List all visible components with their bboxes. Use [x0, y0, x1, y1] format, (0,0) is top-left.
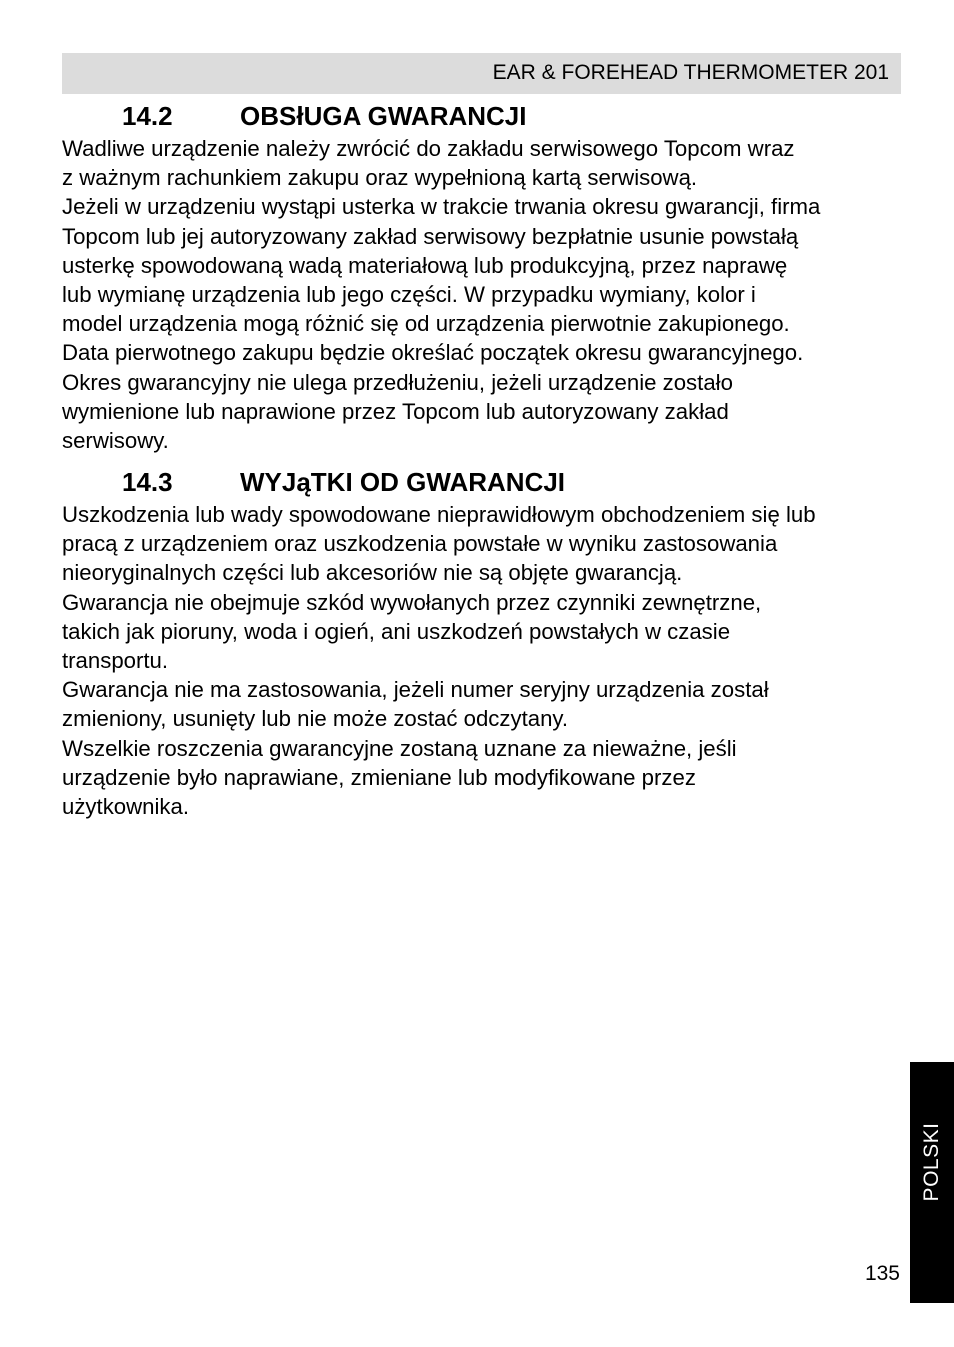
paragraph-line: takich jak pioruny, woda i ogień, ani uszkodzeń powstałych w czasie — [62, 618, 731, 644]
paragraph-line: lub wymianę urządzenia lub jego części. W przypadku wymiany, kolor i — [62, 281, 756, 307]
language-tab-label: POLSKI — [920, 1122, 943, 1202]
paragraph-line: wymienione lub naprawione przez Topcom lub autoryzowany zakład — [62, 398, 729, 424]
paragraph-line: użytkownika. — [62, 793, 190, 819]
header-title: EAR & FOREHEAD THERMOMETER 201 — [492, 61, 889, 84]
paragraph-line: Okres gwarancyjny nie ulega przedłużeniu, jeżeli urządzenie zostało — [62, 369, 733, 395]
section-heading-14-3 — [122, 467, 565, 497]
section-number: 14.2 — [122, 101, 173, 131]
paragraph-line: Jeżeli w urządzeniu wystąpi usterka w trakcie trwania okresu gwarancji, firma — [62, 194, 821, 220]
paragraph-line: transportu. — [62, 647, 169, 673]
section-title: OBSłUGA GWARANCJI — [240, 101, 527, 131]
paragraph-line: Gwarancja nie ma zastosowania, jeżeli numer seryjny urządzenia został — [62, 677, 769, 703]
paragraph-line: pracą z urządzeniem oraz uszkodzenia powstałe w wyniku zastosowania — [62, 531, 778, 557]
paragraph-line: Data pierwotnego zakupu będzie określać początek okresu gwarancyjnego. — [62, 340, 804, 366]
paragraph-line: model urządzenia mogą różnić się od urządzenia pierwotnie zakupionego. — [62, 311, 790, 337]
paragraph-line: z ważnym rachunkiem zakupu oraz wypełnioną kartą serwisową. — [62, 165, 698, 191]
section-body-14-2 — [62, 134, 820, 455]
page-header-bar — [62, 53, 901, 94]
paragraph-line: zmieniony, usunięty lub nie może zostać odczytany. — [62, 706, 569, 732]
section-number: 14.3 — [122, 467, 173, 497]
paragraph-line: serwisowy. — [62, 427, 169, 453]
paragraph-line: Wadliwe urządzenie należy zwrócić do zakładu serwisowego Topcom wraz — [62, 136, 795, 161]
section-body-14-3 — [62, 500, 816, 821]
section-title: WYJąTKI OD GWARANCJI — [240, 467, 566, 497]
paragraph-line: Gwarancja nie obejmuje szkód wywołanych przez czynniki zewnętrzne, — [62, 589, 762, 615]
paragraph-line: Wszelkie roszczenia gwarancyjne zostaną uznane za nieważne, jeśli — [62, 735, 737, 761]
paragraph-line: urządzenie było naprawiane, zmieniane lub modyfikowane przez — [62, 764, 696, 790]
paragraph-line: Uszkodzenia lub wady spowodowane nieprawidłowym obchodzeniem się lub — [62, 502, 816, 527]
paragraph-line: Topcom lub jej autoryzowany zakład serwisowy bezpłatnie usunie powstałą — [62, 223, 799, 249]
paragraph-line: nieoryginalnych części lub akcesoriów nie są objęte gwarancją. — [62, 560, 683, 586]
page-number: 135 — [864, 1262, 900, 1285]
language-side-tab — [910, 1062, 954, 1303]
paragraph-line: usterkę spowodowaną wadą materiałową lub produkcyjną, przez naprawę — [62, 252, 788, 278]
section-heading-14-2 — [122, 101, 527, 131]
